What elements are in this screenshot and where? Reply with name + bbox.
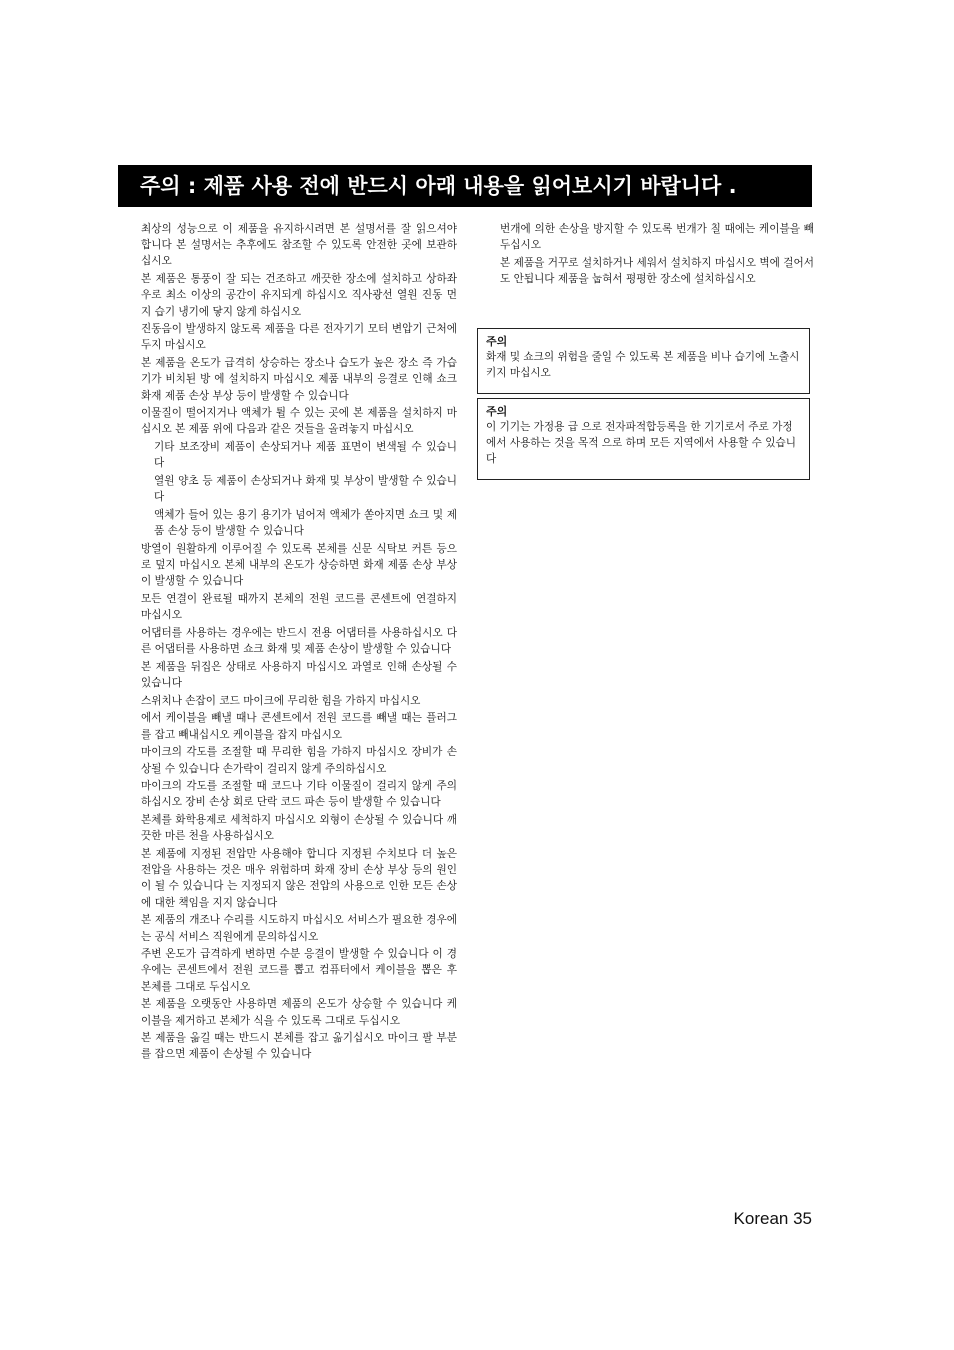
paragraph: 스위치나 손잡이 코드 마이크에 무리한 힘을 가하지 마십시오 — [141, 694, 421, 707]
paragraph: 본 제품은 통풍이 잘 되는 건조하고 깨끗한 장소에 설치하고 상하좌우로 최소 이상의 공간이 유지되게 하십시오 직사광선 열원 진동 먼지 습기 냉기에 닿지 않게 하십시오 — [141, 273, 457, 318]
sub-item: 액체가 들어 있는 용기 용기가 넘어져 액체가 쏟아지면 쇼크 및 제품 손상 등이 발생할 수 있습니다 — [154, 508, 457, 538]
paragraph: 이물질이 떨어지거나 액체가 튈 수 있는 곳에 본 제품을 설치하지 마십시오 본 제품 위에 다음과 같은 것들을 올려놓지 마십시오 — [141, 407, 457, 436]
page-number: Korean 35 — [733, 1209, 812, 1228]
caution-heading: 주의 — [486, 335, 508, 348]
paragraph: 본 제품의 개조나 수리를 시도하지 마십시오 서비스가 필요한 경우에는 공식 서비스 직원에게 문의하십시오 — [141, 914, 457, 943]
paragraph: 본체를 화학용제로 세척하지 마십시오 외형이 손상될 수 있습니다 깨끗한 마른 천을 사용하십시오 — [141, 814, 457, 843]
paragraph: 본 제품을 오랫동안 사용하면 제품의 온도가 상승할 수 있습니다 케이블을 제거하고 본체가 식을 수 있도록 그대로 두십시오 — [141, 998, 457, 1027]
paragraph: 마이크의 각도를 조절할 때 코드나 기타 이물질이 걸리지 않게 주의하십시오 장비 손상 회로 단락 코드 파손 등이 발생할 수 있습니다 — [141, 780, 457, 809]
paragraph: 마이크의 각도를 조절할 때 무리한 힘을 가하지 마십시오 장비가 손상될 수 있습니다 손가락이 걸리지 않게 주의하십시오 — [141, 746, 457, 775]
caution-box-moisture — [477, 328, 810, 394]
paragraph: 방열이 원활하게 이루어질 수 있도록 본체를 신문 식탁보 커튼 등으로 덮지 마십시오 본체 내부의 온도가 상승하면 화재 제품 손상 부상이 발생할 수 있습니다 — [141, 542, 457, 588]
paragraph: 주변 온도가 급격하게 변하면 수분 응결이 발생할 수 있습니다 이 경우에는 콘센트에서 전원 코드를 뽑고 컴퓨터에서 케이블을 뽑은 후 본체를 그대로 두십시오 — [141, 948, 457, 993]
paragraph: 번개에 의한 손상을 방지할 수 있도록 번개가 칠 때에는 케이블을 빼 두십시오 — [500, 223, 814, 252]
paragraph: 본 제품을 거꾸로 설치하거나 세워서 설치하지 마십시오 벽에 걸어서도 안됩니다 제품을 눕혀서 평평한 장소에 설치하십시오 — [500, 256, 814, 286]
paragraph: 어댑터를 사용하는 경우에는 반드시 전용 어댑터를 사용하십시오 다른 어댑터를 사용하면 쇼크 화재 및 제품 손상이 발생할 수 있습니다 — [141, 626, 458, 656]
page-title: 주의 : 제품 사용 전에 반드시 아래 내용을 읽어보시기 바랍니다 . — [118, 165, 812, 207]
caution-heading: 주의 — [486, 405, 508, 418]
paragraph: 본 제품에 지정된 전압만 사용해야 합니다 지정된 수치보다 더 높은 전압을 사용하는 것은 매우 위험하며 화재 장비 손상 부상 등의 원인이 될 수 있습니다 는 지정되지 않은 전압의 사용으로 인한 모든 손상에 대한 책임을 지지 않습니다 — [141, 848, 457, 909]
caution-text: 이 기기는 가정용 급 으로 전자파적합등록을 한 기기로서 주로 가정에서 사용하는 것을 목적 으로 하며 모든 지역에서 사용할 수 있습니다 — [486, 421, 796, 466]
paragraph: 진동음이 발생하지 않도록 제품을 다른 전자기기 모터 변압기 근처에 두지 마십시오 — [141, 323, 457, 352]
caution-text: 화재 및 쇼크의 위험을 줄일 수 있도록 본 제품을 비나 습기에 노출시키지 마십시오 — [486, 351, 800, 380]
paragraph: 최상의 성능으로 이 제품을 유지하시려면 본 설명서를 잘 읽으셔야 합니다 본 설명서는 추후에도 참조할 수 있도록 안전한 곳에 보관하십시오 — [141, 223, 457, 268]
paragraph: 에서 케이블을 빼낼 때나 콘센트에서 전원 코드를 빼낼 때는 플러그를 잡고 빼내십시오 케이블을 잡지 마십시오 — [141, 712, 457, 741]
sub-item: 기타 보조장비 제품이 손상되거나 제품 표면이 변색될 수 있습니다 — [154, 441, 457, 470]
paragraph: 본 제품을 뒤집은 상태로 사용하지 마십시오 과열로 인해 손상될 수 있습니다 — [141, 660, 457, 689]
paragraph: 본 제품을 옮길 때는 반드시 본체를 잡고 옮기십시오 마이크 팔 부분 를 잡으면 제품이 손상될 수 있습니다 — [141, 1032, 457, 1061]
sub-item: 열원 양초 등 제품이 손상되거나 화재 및 부상이 발생할 수 있습니다 — [154, 475, 457, 504]
right-column — [500, 221, 814, 289]
caution-box-emc — [477, 398, 810, 480]
left-column — [141, 221, 457, 1064]
paragraph: 본 제품을 온도가 급격히 상승하는 장소나 습도가 높은 장소 즉 가습기가 비치된 방 에 설치하지 마십시오 제품 내부의 응결로 인해 쇼크 화재 제품 손상 부상 등이 발생할 수 있습니다 — [141, 357, 457, 402]
paragraph: 모든 연결이 완료될 때까지 본체의 전원 코드를 콘센트에 연결하지 마십시오 — [141, 592, 457, 622]
